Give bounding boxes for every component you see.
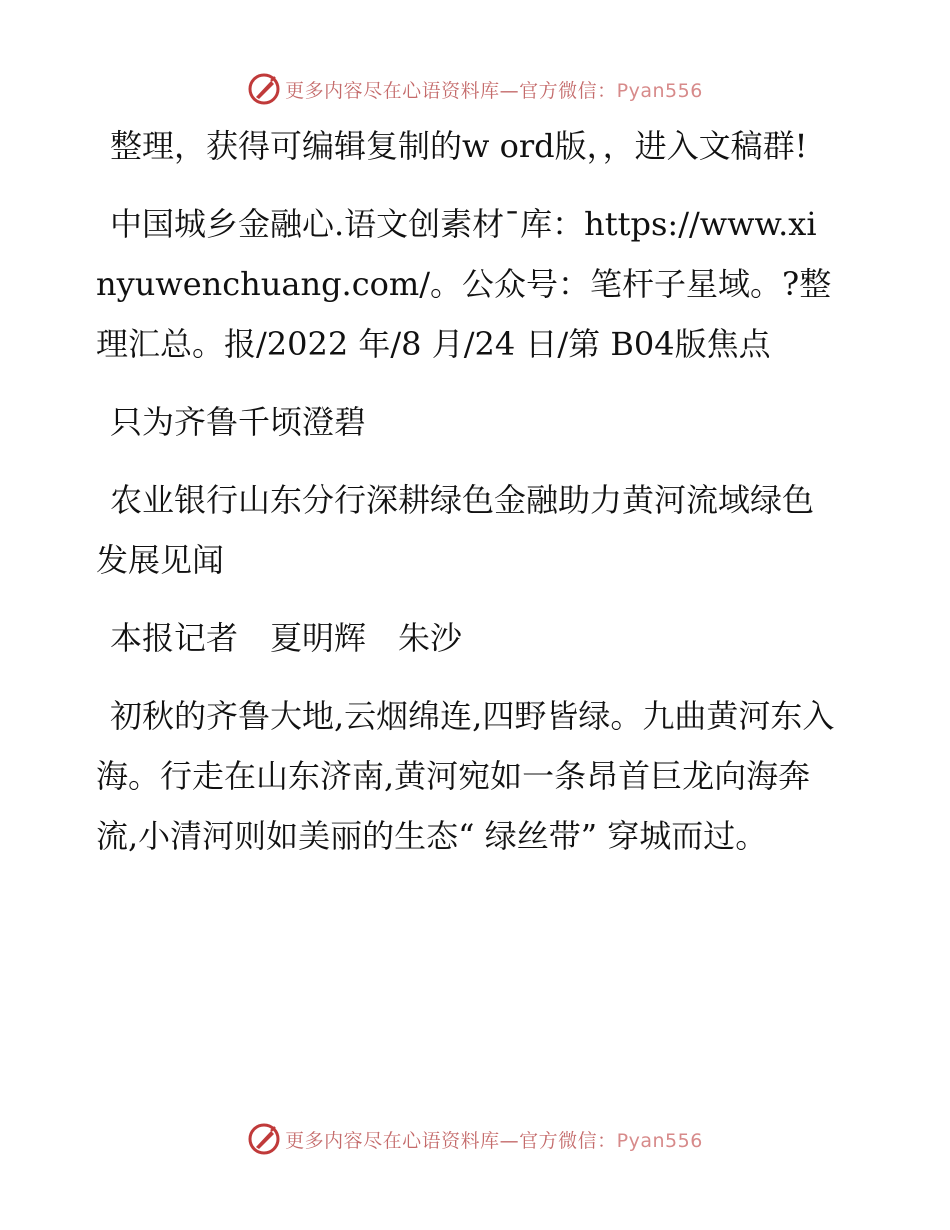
header-watermark [0, 72, 950, 106]
quill-seal-icon [247, 72, 281, 106]
article-headline: 只为齐鲁千顷澄碧 [110, 403, 367, 441]
paragraph: 中国城乡金融心.语文创素材¯库：https://www.xinyuwenchuang.com/。公众号：笔杆子星域。?整理汇总。报/2022 年/8 月/24 日/第 B04版焦点 [96, 205, 832, 363]
document-body [96, 116, 836, 884]
watermark-text: 更多内容尽在心语资料库—官方微信：Pyan556 [285, 1129, 703, 1152]
quill-seal-icon [247, 1122, 281, 1156]
byline: 本报记者 夏明辉 朱沙 [110, 619, 463, 657]
article-subheadline: 农业银行山东分行深耕绿色金融助力黄河流域绿色发展见闻 [96, 481, 815, 579]
paragraph: 初秋的齐鲁大地,云烟绵连,四野皆绿。九曲黄河东入海。行走在山东济南,黄河宛如一条昂首巨龙向海奔流,小清河则如美丽的生态“ 绿丝带” 穿城而过。 [96, 697, 835, 855]
paragraph: 整理，获得可编辑复制的w ord版，，进入文稿群! [110, 127, 808, 165]
watermark-text: 更多内容尽在心语资料库—官方微信：Pyan556 [285, 79, 703, 102]
footer-watermark [0, 1122, 950, 1156]
